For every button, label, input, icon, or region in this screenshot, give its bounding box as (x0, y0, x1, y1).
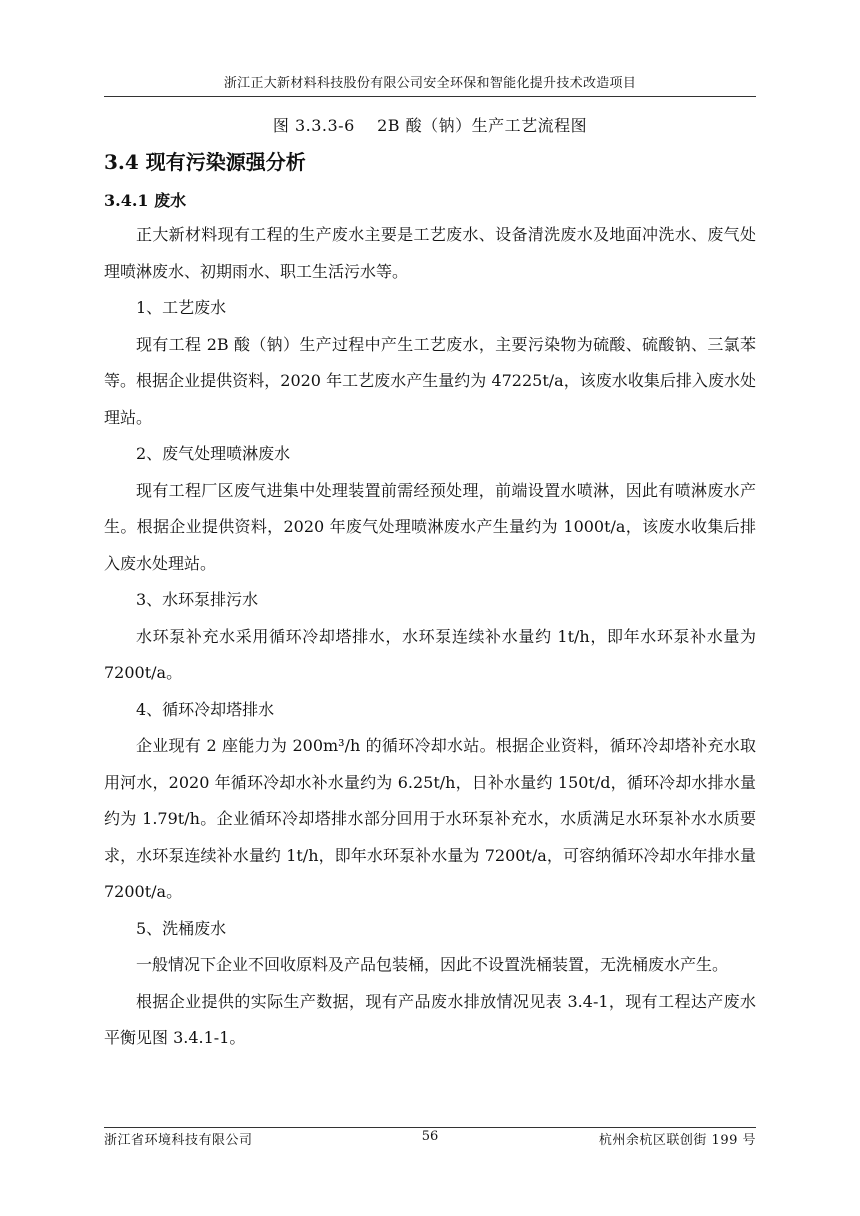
paragraph-summary: 根据企业提供的实际生产数据，现有产品废水排放情况见表 3.4-1，现有工程达产废水平衡见图 3.4.1-1。 (104, 991, 756, 1047)
footer-company: 浙江省环境科技有限公司 (104, 1133, 253, 1148)
paragraph-spray-wastewater: 现有工程厂区废气进集中处理装置前需经预处理，前端设置水喷淋，因此有喷淋废水产生。根据企业提供资料，2020 年废气处理喷淋废水产生量约为 1000t/a，该废水收集后排入废水处理站。 (104, 480, 756, 573)
figure-caption: 图 3.3.3-6 2B 酸（钠）生产工艺流程图 (272, 116, 588, 135)
item-heading-pump-discharge: 3、水环泵排污水 (136, 590, 259, 609)
item-heading-process-wastewater: 1、工艺废水 (136, 298, 227, 317)
paragraph-intro: 正大新材料现有工程的生产废水主要是工艺废水、设备清洗废水及地面冲洗水、废气处理喷淋废水、初期雨水、职工生活污水等。 (104, 225, 756, 281)
section-title: 3.4 现有污染源强分析 (104, 150, 306, 174)
paragraph-pump-discharge: 水环泵补充水采用循环冷却塔排水，水环泵连续补水量约 1t/h，即年水环泵补水量为 7200t/a。 (104, 626, 756, 682)
item-heading-cooling-tower: 4、循环冷却塔排水 (136, 699, 275, 719)
page-footer (104, 1129, 756, 1149)
header-divider (104, 96, 756, 97)
item-heading-drum-washing: 5、洗桶废水 (136, 918, 227, 938)
paragraph-process-wastewater: 现有工程 2B 酸（钠）生产过程中产生工艺废水，主要污染物为硫酸、硫酸钠、三氯苯等。根据企业提供资料，2020 年工艺废水产生量约为 47225t/a，该废水收集后排入废水处理站。 (104, 334, 756, 427)
page-number: 56 (421, 1129, 439, 1144)
page-header: 浙江正大新材料科技股份有限公司安全环保和智能化提升技术改造项目 (223, 76, 637, 91)
footer-address: 杭州余杭区联创街 199 号 (598, 1133, 756, 1148)
body-text (104, 217, 756, 1057)
footer-divider (104, 1127, 756, 1128)
subsection-title: 3.4.1 废水 (104, 191, 187, 210)
item-heading-spray-wastewater: 2、废气处理喷淋废水 (136, 444, 291, 463)
paragraph-cooling-tower: 企业现有 2 座能力为 200m³/h 的循环冷却水站。根据企业资料，循环冷却塔补充水取用河水，2020 年循环冷却水补水量约为 6.25t/h，日补水量约 150t/d，循环冷却水排水量约为 1.79t/h。企业循环冷却塔排水部分回用于水环泵补充水，水质满足水环泵补水水质要求，水环泵连续补水量约 1t/h，即年水环泵补水量为 7200t/a，可容纳循环冷却水年排水量 7200t/a。 (104, 736, 756, 901)
paragraph-drum-washing: 一般情况下企业不回收原料及产品包装桶，因此不设置洗桶装置，无洗桶废水产生。 (136, 955, 729, 974)
